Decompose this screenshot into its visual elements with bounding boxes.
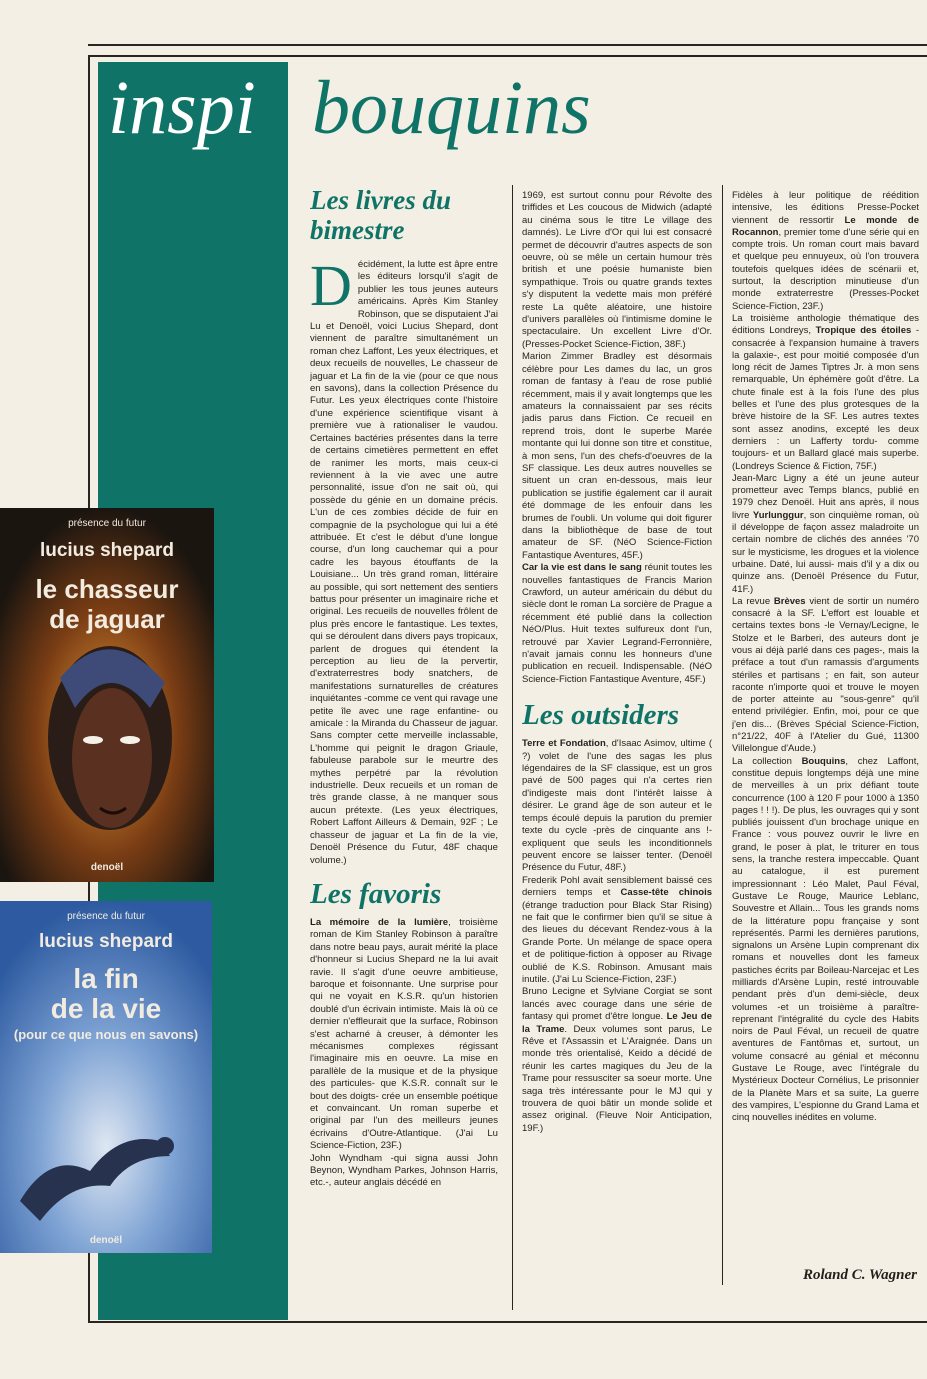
col3-para-2: [732, 313, 919, 473]
section-heading-bimestre: [310, 185, 498, 245]
top-rule: [88, 44, 927, 46]
col3-para-1: [732, 190, 919, 313]
trame-body: . Deux volumes sont parus, Le Rêve et l'Assassin et L'Araignée. Dans un monde très orientalisé, Keido a décidé de réunir les cartes magiques du Jeu de la Trame pour ressusciter sa soeur morte. Une saga très intéressante pour le MJ qui y trouvera de quoi bâtir un monde solide et assez original. (Fleuve Noir Anticipation, 19F.): [522, 1023, 712, 1134]
column-divider-2: [722, 185, 723, 1285]
asimov-title: Terre et Fondation: [522, 738, 606, 750]
cover2-series: présence du futur: [67, 911, 145, 922]
cover-art-face: [0, 508, 214, 882]
cover2-author: lucius shepard: [38, 931, 174, 952]
pohl-body: (étrange traduction pour Black Star Rising) ne fait que le confirmer bien qu'il se situe à des lieues du décevant Rendez-vous à la Grande Porte. Un mélange de space opera et de politique-fiction à opposer au Rivage oublié de K.S. Robinson. Amusant mais inutile. (J'ai Lu Science-Fiction, 23F.): [522, 899, 712, 985]
cover1-title-line1: le chasseur: [35, 574, 179, 604]
bouquins-body: , chez Laffont, constitue depuis longtemps déjà une mine de merveilles à un prix défiant toute concurrence (100 à 120 F pour 1000 à 1350 pages ! ! !). De plus, les ouvrages qui y sont publiés jouissent d'un brochage unique en France : vous pouvez ouvrir le livre en grand, le poser à plat, le triturer en tous sens, la tranche restera impeccable. Quant au catalogue, il est purement impressionnant : Léo Malet, Paul Féval, Gustave Le Rouge, Maurice Leblanc, Souvestre et Allain... Tous les grands noms de la littérature popu française y sont représentés. Parmi les dernières parutions, signalons un Arsène Lupin comprenant dix romans et nouvelles dont les fameux pastiches écrits par Boileau-Narcejac et Les milliards d'Arsène Lupin, resté introuvable pendant près d'un demi-siècle, deux volumes -et un troisième à paraître- reprenant l'intégralité du cycle des Habits noirs de Paul Féval, un recueil de quatre aventures de Fantômas et, surtout, un volume consacré au génial et méconnu Gustave Le Rouge, avec l'intégrale du Mystérieux Docteur Cornélius, Le prisonnier de la Planète Mars et sa suite, La guerre des vampires, L'espionne du Grand Lama et cinq nouvelles inédites en volume.: [732, 755, 919, 1124]
tropique-title: Tropique des étoiles: [815, 325, 912, 337]
crawford-body: réunit toutes les nouvelles fantastiques de Francis Marion Crawford, un auteur américain du début du siècle dont le roman La sorcière de Prague a récemment été publié dans la collection NéO/Plus. Huit textes sulfureux dont l'un, retrouvé par Xavier Legrand-Ferronnière, n'avait jamais connu les honneurs d'une publication en recueil. Indispensable. (NéO Science-Fiction Fantastique Aventure, 45F.): [522, 562, 712, 685]
breves-title: Brèves: [773, 595, 806, 607]
col2-para-1: 1969, est surtout connu pour Révolte des triffides et Les coucous de Midwich (adapté au cinéma sous le titre Le village des damnés). Le Livre d'Or qui lui est consacré permet de découvrir d'autres aspects de son oeuvre, où se mêle un certain humour très british et une poésie humaniste bien sympathique. Trois ou quatre grands textes s'y disputent la vedette mais mon préféré reste La quête aléatoire, une histoire d'univers parallèles où l'intimisme domine le spectaculaire. Un excellent Livre d'Or. (Presses-Pocket Science-Fiction, 38F.): [522, 190, 712, 350]
cover2-title-line2: de la vie: [50, 993, 162, 1024]
book-cover-chasseur-de-jaguar: [0, 508, 214, 882]
cover2-publisher: denoël: [89, 1235, 123, 1246]
cover1-title-line2: de jaguar: [49, 604, 165, 634]
column-2: [522, 190, 712, 1310]
article-intro: [310, 253, 498, 867]
favoris-body: , troisième roman de Kim Stanley Robinson à paraître dans notre beau pays, aurait mérité la place d'honneur si Lucius Shepard ne la lui avait ravie. Il s'agit d'une oeuvre ambitieuse, baroque et foisonnante. Une surprise pour qui ne voyait en K.S.R. qu'un historien doublé d'un écrivain intimiste. Mais là où ce dernier n'effleurait que la surface, Robinson s'est acharné à creuser, à démonter les mécanismes complexes régissant l'imaginaire mis en oeuvre. La mise en parallèle de la musique et de la physique des particules- que K.S.R. connaît sur le bout des doigts- crée un ensemble poétique et convaincant. Un roman superbe et original par l'un des meilleurs jeunes écrivains d'Outre-Atlantique. (J'ai Lu Science-Fiction, 23F.): [310, 916, 498, 1152]
trame-pre: Bruno Lecigne et Sylviane Corgiat se sont lancés avec courage dans une série de fantasy qui promet d'être longue.: [522, 986, 712, 1023]
rocannon-body: , premier tome d'une série qui en compte trois. Un roman court mais bavard et quelque peu ennuyeux, où l'on trouvera toutefois quelques idées de scénarii et, surtout, la description minutieuse d'un monde extraterrestre (Presses-Pocket Science-Fiction, 23F.): [732, 226, 919, 312]
yurlunggur-title: Yurlunggur: [752, 509, 804, 521]
book-cover-la-fin-de-la-vie: [0, 901, 212, 1253]
wyndham-intro: John Wyndham -qui signa aussi John Beynon, Wyndham Parkes, Johnson Harris, etc.-, auteur anglais décédé en: [310, 1152, 498, 1189]
pohl-pre: Frederik Pohl avait sensiblement baissé ces derniers temps et: [522, 874, 712, 899]
col2-para-6: [522, 986, 712, 1135]
heading-line-2: bimestre: [310, 215, 405, 245]
asimov-body: , d'Isaac Asimov, ultime ( ?) volet de l'une des sagas les plus légendaires de la SF classique, est un gros pavé de 500 pages qui n'a certes rien d'indigeste mais dont l'intérêt laisse à désirer. Le grand âge de son auteur et le temps écoulé depuis la parution du premier texte du cycle -près de cinquante ans !- expliquent que seuls les inconditionnels peuvent encore se laisser tenter. (Denoël Présence du Futur, 48F.): [522, 738, 712, 874]
rocannon-pre: Fidèles à leur politique de réédition intensive, les éditions Presse-Pocket viennent de ressortir: [732, 190, 919, 226]
cover1-series: présence du futur: [68, 518, 146, 529]
col3-para-3: [732, 473, 919, 596]
heading-line-1: Les livres du: [310, 185, 451, 215]
yurlunggur-pre: Jean-Marc Ligny a été un jeune auteur prometteur avec Temps blancs, publié en 1979 chez Denoël. Huit ans après, il nous livre: [732, 472, 919, 521]
header-bouquins: bouquins: [312, 66, 591, 150]
cover1-author: lucius shepard: [39, 540, 175, 561]
cover2-title-line1: la fin: [73, 963, 139, 994]
column-3: [732, 190, 919, 1265]
col2-para-4: [522, 738, 712, 874]
yurlunggur-body: , son cinquième roman, où il développe de façon assez maladroite un certain nombre de clichés des années '70 sur le mysticisme, les drogues et la violence urbaine. Daté, lui aussi- mais d'il y a dix ou quinze ans. (Denoël Présence du Futur, 41F.): [732, 509, 919, 595]
column-divider-1: [512, 185, 513, 1310]
tropique-body: -consacrée à l'expansion humaine à travers la galaxie-, est pour moitié composée d'un long récit de James Tiptres Jr. à mon sens remarquable, Un éphémère goût d'être. La chute finale est à la fois l'une des plus belles et l'une des plus grotesques de la brève histoire de la SF. Les autres textes sont assez anodins, excepté les deux derniers : un Lafferty tordu- comme toujours- et un Ballard glacé mais superbe. (Londreys Science & Fiction, 75F.): [732, 325, 919, 472]
pohl-title: Casse-tête chinois: [620, 887, 712, 899]
col2-para-5: [522, 875, 712, 987]
col2-para-3: [522, 562, 712, 686]
cover-art-figure: [0, 901, 212, 1253]
bouquins-title: Bouquins: [801, 755, 846, 767]
rocannon-title: Le monde de Rocannon: [732, 214, 919, 238]
section-heading-favoris: Les favoris: [310, 877, 442, 910]
favoris-text: [310, 917, 498, 1153]
col3-para-4: [732, 596, 919, 756]
tropique-pre: La troisième anthologie thématique des éditions Londreys,: [732, 312, 919, 337]
breves-pre: La revue: [732, 595, 774, 607]
crawford-title: Car la vie est dans le sang: [522, 562, 642, 574]
favoris-title: La mémoire de la lumière: [310, 916, 449, 928]
cover2-subtitle: (pour ce que nous en savons): [13, 1027, 199, 1042]
header-inspi: inspi: [108, 66, 256, 150]
trame-title: Le Jeu de la Trame: [522, 1011, 712, 1035]
col3-para-5: [732, 756, 919, 1125]
bouquins-pre: La collection: [732, 755, 802, 767]
breves-body: vient de sortir un numéro consacré à la SF. L'effort est louable et certains textes bons -le Vernay/Lecigne, le Stolze et le Barberi, des auteurs dont je vous ai déjà parlé dans ces pages-, mais la préface a tout d'un ramassis d'arguments stériles et partisans ; en fait, son auteur raconte n'importe quoi et trouve le moyen de porter atteinte au "sous-genre" qu'il entend privilégier. Enfin, moi, pour ce que j'en dis... (Brèves Spécial Science-Fiction, n°21/22, 40F à l'Atelier du Gué, 11300 Villelongue d'Aude.): [732, 595, 919, 755]
cover1-publisher: denoël: [90, 862, 124, 873]
intro-text: écidément, la lutte est âpre entre les éditeurs lorsqu'il s'agit de publier les tous jeunes auteurs américains. Après Kim Stanley Robinson, que se disputaient J'ai Lu et Denoël, voici Lucius Shepard, dont viennent de paraître simultanément un roman chez Laffont, Les yeux électriques, et deux recueils de nouvelles, Le chasseur de jaguar et La fin de la vie (pour ce que nous en savons), dans la collection Présence du Futur. Les yeux électriques conte l'histoire d'une expérience scientifique visant à première vue à rationaliser le vaudou. Certaines bactéries présentes dans la terre de certains cimetières permettent en effet de ranimer les morts, mais ceux-ci reviennent à la vie avec une autre personnalité, issue d'on ne sait où, qui possède du génie en un domaine précis. L'un de ces zombies décide de fuir en compagnie de la psychologue qui lui a été attribuée. Et c'est le début d'une longue course, d'un long cauchemar qui a pour cadre les bayous étouffants de la Louisiane... Un très grand roman, littéraire au possible, qui sort nettement des sentiers battus pour présenter un imaginaire riche et original. Les recueils de nouvelles frôlent de plus près encore le fantastique. Les textes, qui se déroulent dans divers pays tropicaux, parlent de drogues qui étendent la perception au lieu de la pervertir, d'extraterrestres body snatchers, de manifestations surnaturelles de créatures inquiétantes -comme ce vent qui ravage une petite île avec une rage enfantine- ou amicale : la Miranda du Chasseur de jaguar. Sans compter cette merveille inclassable, L'homme qui peignit le dragon Griaule, fabuleuse parabole sur le meurtre des mythes perpétré par la révolution industrielle. Deux recueils et un roman de très grande classe, à ne manquer sous aucun prétexte. (Les yeux électriques, Robert Laffont Ailleurs & Demain, 92F ; Le chasseur de jaguar et La fin de la vie, Denoël Présence du Futur, 48F chaque volume.): [310, 259, 498, 866]
column-1: [310, 185, 498, 1315]
section-heading-outsiders: Les outsiders: [522, 699, 680, 732]
author-signature: Roland C. Wagner: [802, 1267, 917, 1283]
drop-cap: D: [310, 253, 352, 318]
col2-para-2: Marion Zimmer Bradley est désormais célèbre pour Les dames du lac, un gros roman de fantasy à l'eau de rose publié récemment, mais il y avait longtemps que les amateurs la connaissaient par ses récits jadis parus dans Fiction. Ce recueil en reprend trois, dont le superbe Marée montante qui lui donne son titre et constitue, à mon sens, l'un des chefs-d'oeuvres de la SF classique. Les deux autres nouvelles se situent un cran en-dessous, mais leur publication se justifie également car il aurait été dommage de les enfouir dans les brumes de l'oubli. Un volume qui doit figurer dans la bibliothèque de base de tout amateur de SF. (NéO Science-Fiction Fantastique Aventures, 45F.): [522, 351, 712, 561]
